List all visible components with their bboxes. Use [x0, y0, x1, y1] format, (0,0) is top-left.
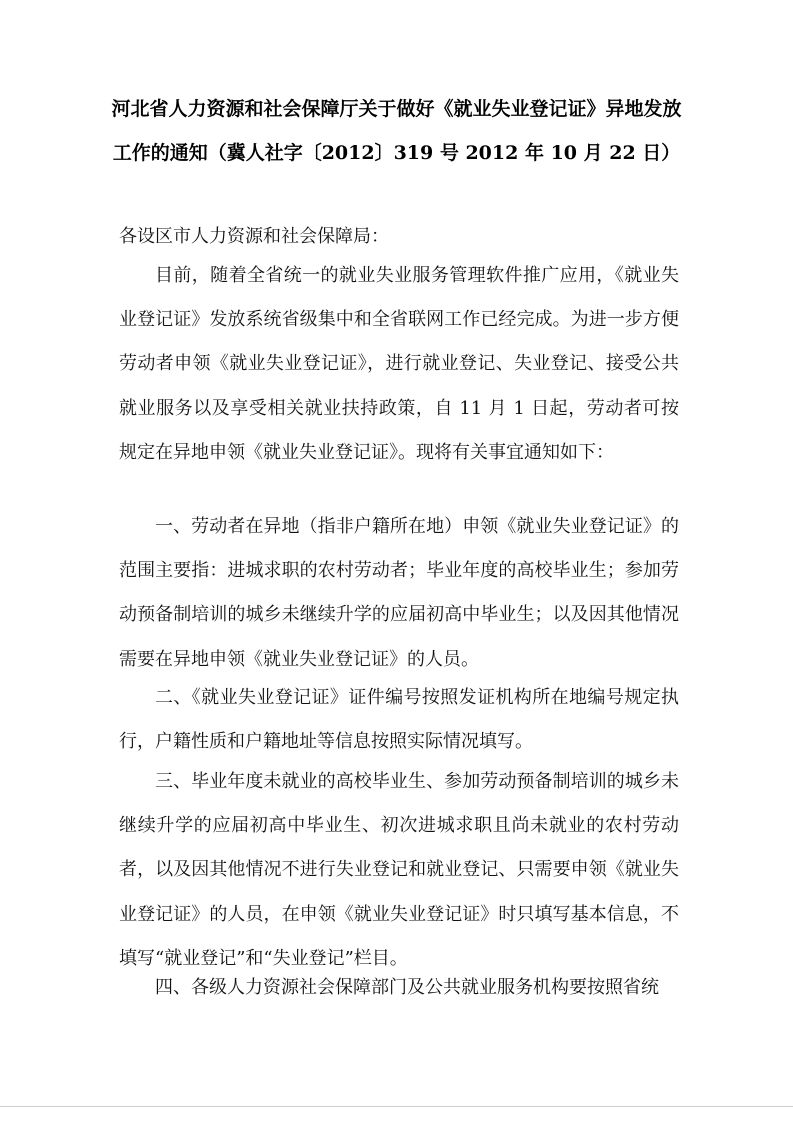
page-bottom-divider: [0, 1106, 793, 1107]
salutation: 各设区市人力资源和社会保障局：: [119, 226, 389, 247]
paragraph-item-1: 一、劳动者在异地（指非户籍所在地）申领《就业失业登记证》的范围主要指：进城求职的农村劳动者；毕业年度的高校毕业生；参加劳动预备制培训的城乡未继续升学的应届初高中毕业生；以及因其他情况需要在异地申领《就业失业登记证》的人员。: [119, 516, 679, 670]
document-title-line-1: 河北省人力资源和社会保障厅关于做好《就业失业登记证》异地发放: [111, 98, 682, 120]
paragraph-intro: 目前，随着全省统一的就业失业服务管理软件推广应用，《就业失业登记证》发放系统省级集中和全省联网工作已经完成。为进一步方便劳动者申领《就业失业登记证》，进行就业登记、失业登记、接受公共就业服务以及享受相关就业扶持政策，自 11 月 1 日起，劳动者可按规定在异地申领《就业失业登记证》。现将有关事宜通知如下：: [119, 265, 679, 463]
document-title-line-2: 工作的通知（冀人社字〔2012〕319 号 2012 年 10 月 22 日）: [112, 142, 681, 164]
paragraph-item-4: 四、各级人力资源社会保障部门及公共就业服务机构要按照省统: [155, 977, 659, 998]
paragraph-item-2: 二、《就业失业登记证》证件编号按照发证机构所在地编号规定执行，户籍性质和户籍地址等信息按照实际情况填写。: [119, 687, 679, 753]
paragraph-item-3: 三、毕业年度未就业的高校毕业生、参加劳动预备制培训的城乡未继续升学的应届初高中毕业生、初次进城求职且尚未就业的农村劳动者，以及因其他情况不进行失业登记和就业登记、只需要申领《就业失业登记证》的人员，在申领《就业失业登记证》时只填写基本信息，不填写“就业登记”和“失业登记”栏目。: [119, 771, 679, 969]
